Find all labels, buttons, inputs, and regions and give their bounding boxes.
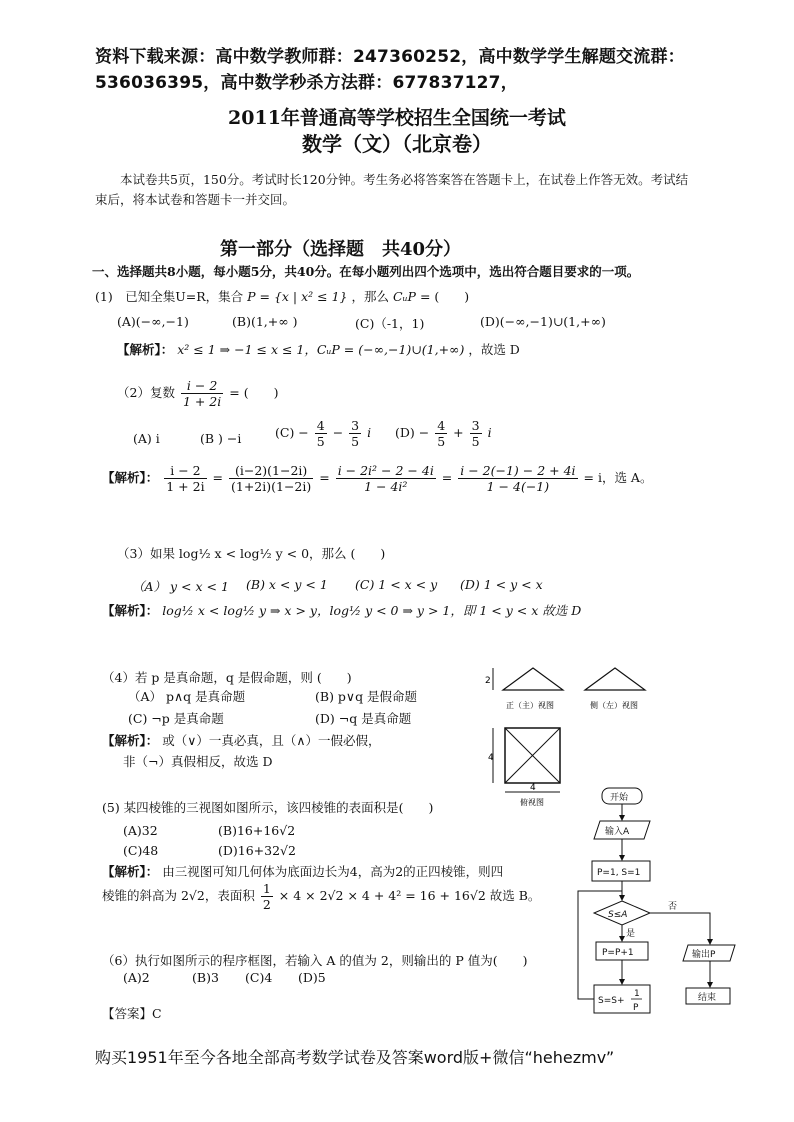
q2-solution-label: 【解析】： bbox=[102, 470, 159, 485]
q1-solution bbox=[117, 340, 520, 358]
q4-solution-text-1: 或（∨）一真必真，且（∧）一假必假， bbox=[162, 733, 381, 748]
q2-stem bbox=[117, 378, 278, 409]
flow-update-frac-num: 1 bbox=[634, 989, 640, 999]
q2-d-f1-den: 5 bbox=[437, 434, 446, 449]
q2-frac-den: 1 + 2i bbox=[182, 394, 222, 409]
q4-option-d: (D) ¬q 是真命题 bbox=[315, 711, 412, 726]
q4-option-c: (C) ¬p 是真命题 bbox=[128, 711, 224, 726]
q2-c-f2-den: 5 bbox=[351, 434, 360, 449]
q2-s3-num: i − 2i² − 2 − 4i bbox=[337, 463, 434, 478]
flow-yes-label: 是 bbox=[626, 929, 636, 939]
q2-option-c-pre: (C) − bbox=[275, 425, 309, 440]
flow-start-text: 开始 bbox=[610, 793, 629, 803]
intro-paragraph: 本试卷共5页，150分。考试时长120分钟。考生务必将答案答在答题卡上，在试卷上作答无效。考试结束后，将本试卷和答题卡一并交回。 bbox=[95, 172, 689, 207]
q3-option-b: (B) x < y < 1 bbox=[246, 577, 328, 592]
q1-stem-a: (1) 已知全集U=R，集合 bbox=[95, 289, 244, 304]
q4-option-a: （A） p∧q 是真命题 bbox=[128, 689, 246, 704]
header-line-1: 资料下载来源：高中数学教师群：247360252，高中数学学生解题交流群： bbox=[95, 47, 685, 67]
q3-option-a: （A） y < x < 1 bbox=[132, 579, 229, 594]
flow-init-text: P=1, S=1 bbox=[597, 868, 641, 878]
q5-solution-text-2b: × 4 × 2√2 × 4 + 4² = 16 + 16√2 故选 B。 bbox=[278, 888, 541, 903]
q2-d-f1-num: 4 bbox=[437, 418, 446, 433]
q4-solution-line-2: 非（¬）真假相反，故选 D bbox=[123, 754, 273, 769]
q3-option-d: (D) 1 < y < x bbox=[460, 577, 543, 592]
q2-sol-frac3 bbox=[336, 463, 436, 494]
flow-update-frac-den: P bbox=[633, 1003, 639, 1013]
q2-option-d-mid: + bbox=[453, 425, 464, 440]
q2-solution: 【解析】： $\frac{i - 2}{1 + 2i}$ = $\frac{(i-2)(1-2i)}{(1+2i)(1-2i)}$ = $\frac{\text{i − 2i² − 2 − 4i}}{\text{1 − 4i²}}$ = $\frac{i - 2(-1) - 2 + 4i}{1 - 4(-1)}$ = i，选 A。 bbox=[102, 463, 653, 494]
q2-s1-num: i − 2 bbox=[164, 463, 206, 479]
q5-frac-den: 2 bbox=[262, 897, 271, 912]
depth-dimension-label: 4 bbox=[488, 753, 494, 763]
q2-solution-end: = i，选 A。 bbox=[583, 470, 653, 485]
q2-fraction bbox=[181, 378, 223, 409]
q2-c-f1-den: 5 bbox=[316, 434, 325, 449]
exam-title: 2011年普通高等学校招生全国统一考试 bbox=[228, 107, 566, 129]
q5-solution-text-2a: 棱锥的斜高为 2√2，表面积 bbox=[102, 888, 255, 903]
q6-option-a: (A)2 bbox=[123, 970, 150, 985]
q5-stem: (5) 某四棱锥的三视图如图所示，该四棱锥的表面积是( ) bbox=[102, 800, 434, 815]
q2-d-f2-den: 5 bbox=[471, 434, 480, 449]
q6-answer: 【答案】C bbox=[102, 1006, 162, 1021]
q1-option-c: (C)（-1，1) bbox=[355, 316, 425, 331]
footer-promo: 购买1951年至今各地全部高考数学试卷及答案word版+微信“hehezmv” bbox=[95, 1048, 615, 1067]
q3-solution-text: log½ x < log½ y ⇒ x > y，log½ y < 0 ⇒ y > 1，即 1 < y < x 故选 D bbox=[162, 603, 582, 618]
side-view-triangle bbox=[585, 668, 645, 690]
q2-sol-frac1 bbox=[164, 463, 206, 494]
top-view-caption: 俯视图 bbox=[520, 798, 544, 807]
part1-heading: 第一部分（选择题 共40分） bbox=[220, 239, 462, 260]
q2-frac-num: i − 2 bbox=[181, 378, 223, 394]
q5-solution-frac bbox=[261, 881, 273, 912]
height-dimension-label: 2 bbox=[485, 676, 491, 686]
q2-s1-den: 1 + 2i bbox=[166, 479, 205, 494]
header-line-2: 536036395，高中数学秒杀方法群：677837127， bbox=[95, 73, 518, 93]
q2-option-a: (A) i bbox=[133, 431, 160, 446]
q4-solution-label: 【解析】： bbox=[102, 733, 159, 748]
q2-s4-den: 1 − 4(−1) bbox=[486, 479, 550, 494]
q1-option-b: (B)(1,+∞ ) bbox=[232, 314, 298, 329]
flow-output-text: 输出P bbox=[692, 950, 716, 960]
q2-option-c-frac2 bbox=[349, 418, 361, 449]
q2-option-d-frac1 bbox=[435, 418, 447, 449]
q1-stem-c: = ( ) bbox=[419, 289, 470, 304]
q1-set: P = {x | x² ≤ 1} bbox=[247, 289, 348, 304]
q6-stem: （6）执行如图所示的程序框图，若输入 A 的值为 2，则输出的 P 值为( ) bbox=[102, 953, 528, 968]
q4-option-b: (B) p∨q 是假命题 bbox=[315, 689, 418, 704]
q1-solution-label: 【解析】： bbox=[117, 342, 174, 357]
q6-option-c: (C)4 bbox=[245, 970, 273, 985]
q6-flowchart bbox=[570, 783, 770, 1023]
q3-stem: （3）如果 log½ x < log½ y < 0，那么 ( ) bbox=[117, 546, 386, 561]
q4-solution-line-1 bbox=[102, 731, 381, 749]
q5-solution-label: 【解析】： bbox=[102, 864, 159, 879]
q2-option-c-frac1 bbox=[315, 418, 327, 449]
flow-increment-text: P=P+1 bbox=[602, 948, 634, 958]
exam-subtitle: 数学（文）（北京卷） bbox=[302, 132, 492, 156]
flow-no-label: 否 bbox=[668, 902, 678, 912]
flow-input-text: 输入A bbox=[605, 827, 630, 837]
q2-c-f2-num: 3 bbox=[351, 418, 360, 433]
q2-sol-frac4 bbox=[458, 463, 577, 494]
q2-stem-b: = ( ) bbox=[229, 385, 279, 400]
q2-s2-den: (1+2i)(1−2i) bbox=[231, 479, 312, 494]
q2-option-d-pre: (D) − bbox=[395, 425, 430, 440]
top-view-square bbox=[505, 728, 560, 783]
side-view-caption: 侧（左）视图 bbox=[590, 701, 638, 710]
q2-stem-a: （2）复数 bbox=[117, 385, 175, 400]
q2-sol-frac2 bbox=[229, 463, 313, 494]
front-view-triangle bbox=[503, 668, 563, 690]
q3-solution-label: 【解析】： bbox=[102, 603, 159, 618]
q2-s2-num: (i−2)(1−2i) bbox=[229, 463, 313, 479]
q1-complement: CᵤP bbox=[393, 289, 416, 304]
q5-option-b: (B)16+16√2 bbox=[218, 823, 296, 838]
q2-option-b: (B ) −i bbox=[200, 431, 242, 446]
q1-stem bbox=[95, 287, 469, 305]
front-view-caption: 正（主）视图 bbox=[506, 701, 554, 710]
q5-solution-text-1: 由三视图可知几何体为底面边长为4，高为2的正四棱锥，则四 bbox=[162, 864, 504, 879]
q2-option-d bbox=[395, 418, 492, 449]
q1-option-a: (A)(−∞,−1) bbox=[117, 314, 189, 329]
q2-d-f2-num: 3 bbox=[471, 418, 480, 433]
q2-option-c-mid: − bbox=[332, 425, 344, 440]
q6-option-d: (D)5 bbox=[298, 970, 326, 985]
q5-option-d: (D)16+32√2 bbox=[218, 843, 296, 858]
flow-condition-text: S≤A bbox=[608, 910, 628, 920]
q5-option-c: (C)48 bbox=[123, 843, 159, 858]
width-dimension-label: 4 bbox=[530, 783, 536, 793]
q1-stem-b: ，那么 bbox=[351, 289, 390, 304]
q5-frac-num: 1 bbox=[262, 881, 271, 896]
q5-solution-line-2 bbox=[102, 881, 540, 912]
q1-option-d: (D)(−∞,−1)∪(1,+∞) bbox=[480, 314, 606, 329]
flow-update-text: S=S+ bbox=[598, 996, 625, 1006]
q2-c-f1-num: 4 bbox=[316, 418, 325, 433]
q4-stem: （4）若 p 是真命题，q 是假命题，则 ( ) bbox=[102, 670, 352, 685]
q6-option-b: (B)3 bbox=[192, 970, 219, 985]
q3-option-c: (C) 1 < x < y bbox=[355, 577, 438, 592]
flow-end-text: 结束 bbox=[698, 993, 717, 1003]
q5-solution-line-1 bbox=[102, 862, 503, 880]
q2-option-c bbox=[275, 418, 371, 449]
q2-s4-num: i − 2(−1) − 2 + 4i bbox=[460, 463, 576, 478]
q2-option-c-post: i bbox=[367, 425, 372, 440]
q3-solution bbox=[102, 601, 581, 619]
q5-option-a: (A)32 bbox=[123, 823, 158, 838]
q1-solution-end: ，故选 D bbox=[468, 342, 520, 357]
q2-s3-den: 1 − 4i² bbox=[364, 479, 408, 494]
q2-option-d-frac2 bbox=[470, 418, 482, 449]
q2-option-d-post: i bbox=[487, 425, 492, 440]
q1-solution-text: x² ≤ 1 ⇒ −1 ≤ x ≤ 1，CᵤP = (−∞,−1)∪(1,+∞) bbox=[177, 342, 465, 357]
part1-instruction: 一、选择题共8小题，每小题5分，共40分。在每小题列出四个选项中，选出符合题目要求的一项。 bbox=[92, 264, 640, 279]
